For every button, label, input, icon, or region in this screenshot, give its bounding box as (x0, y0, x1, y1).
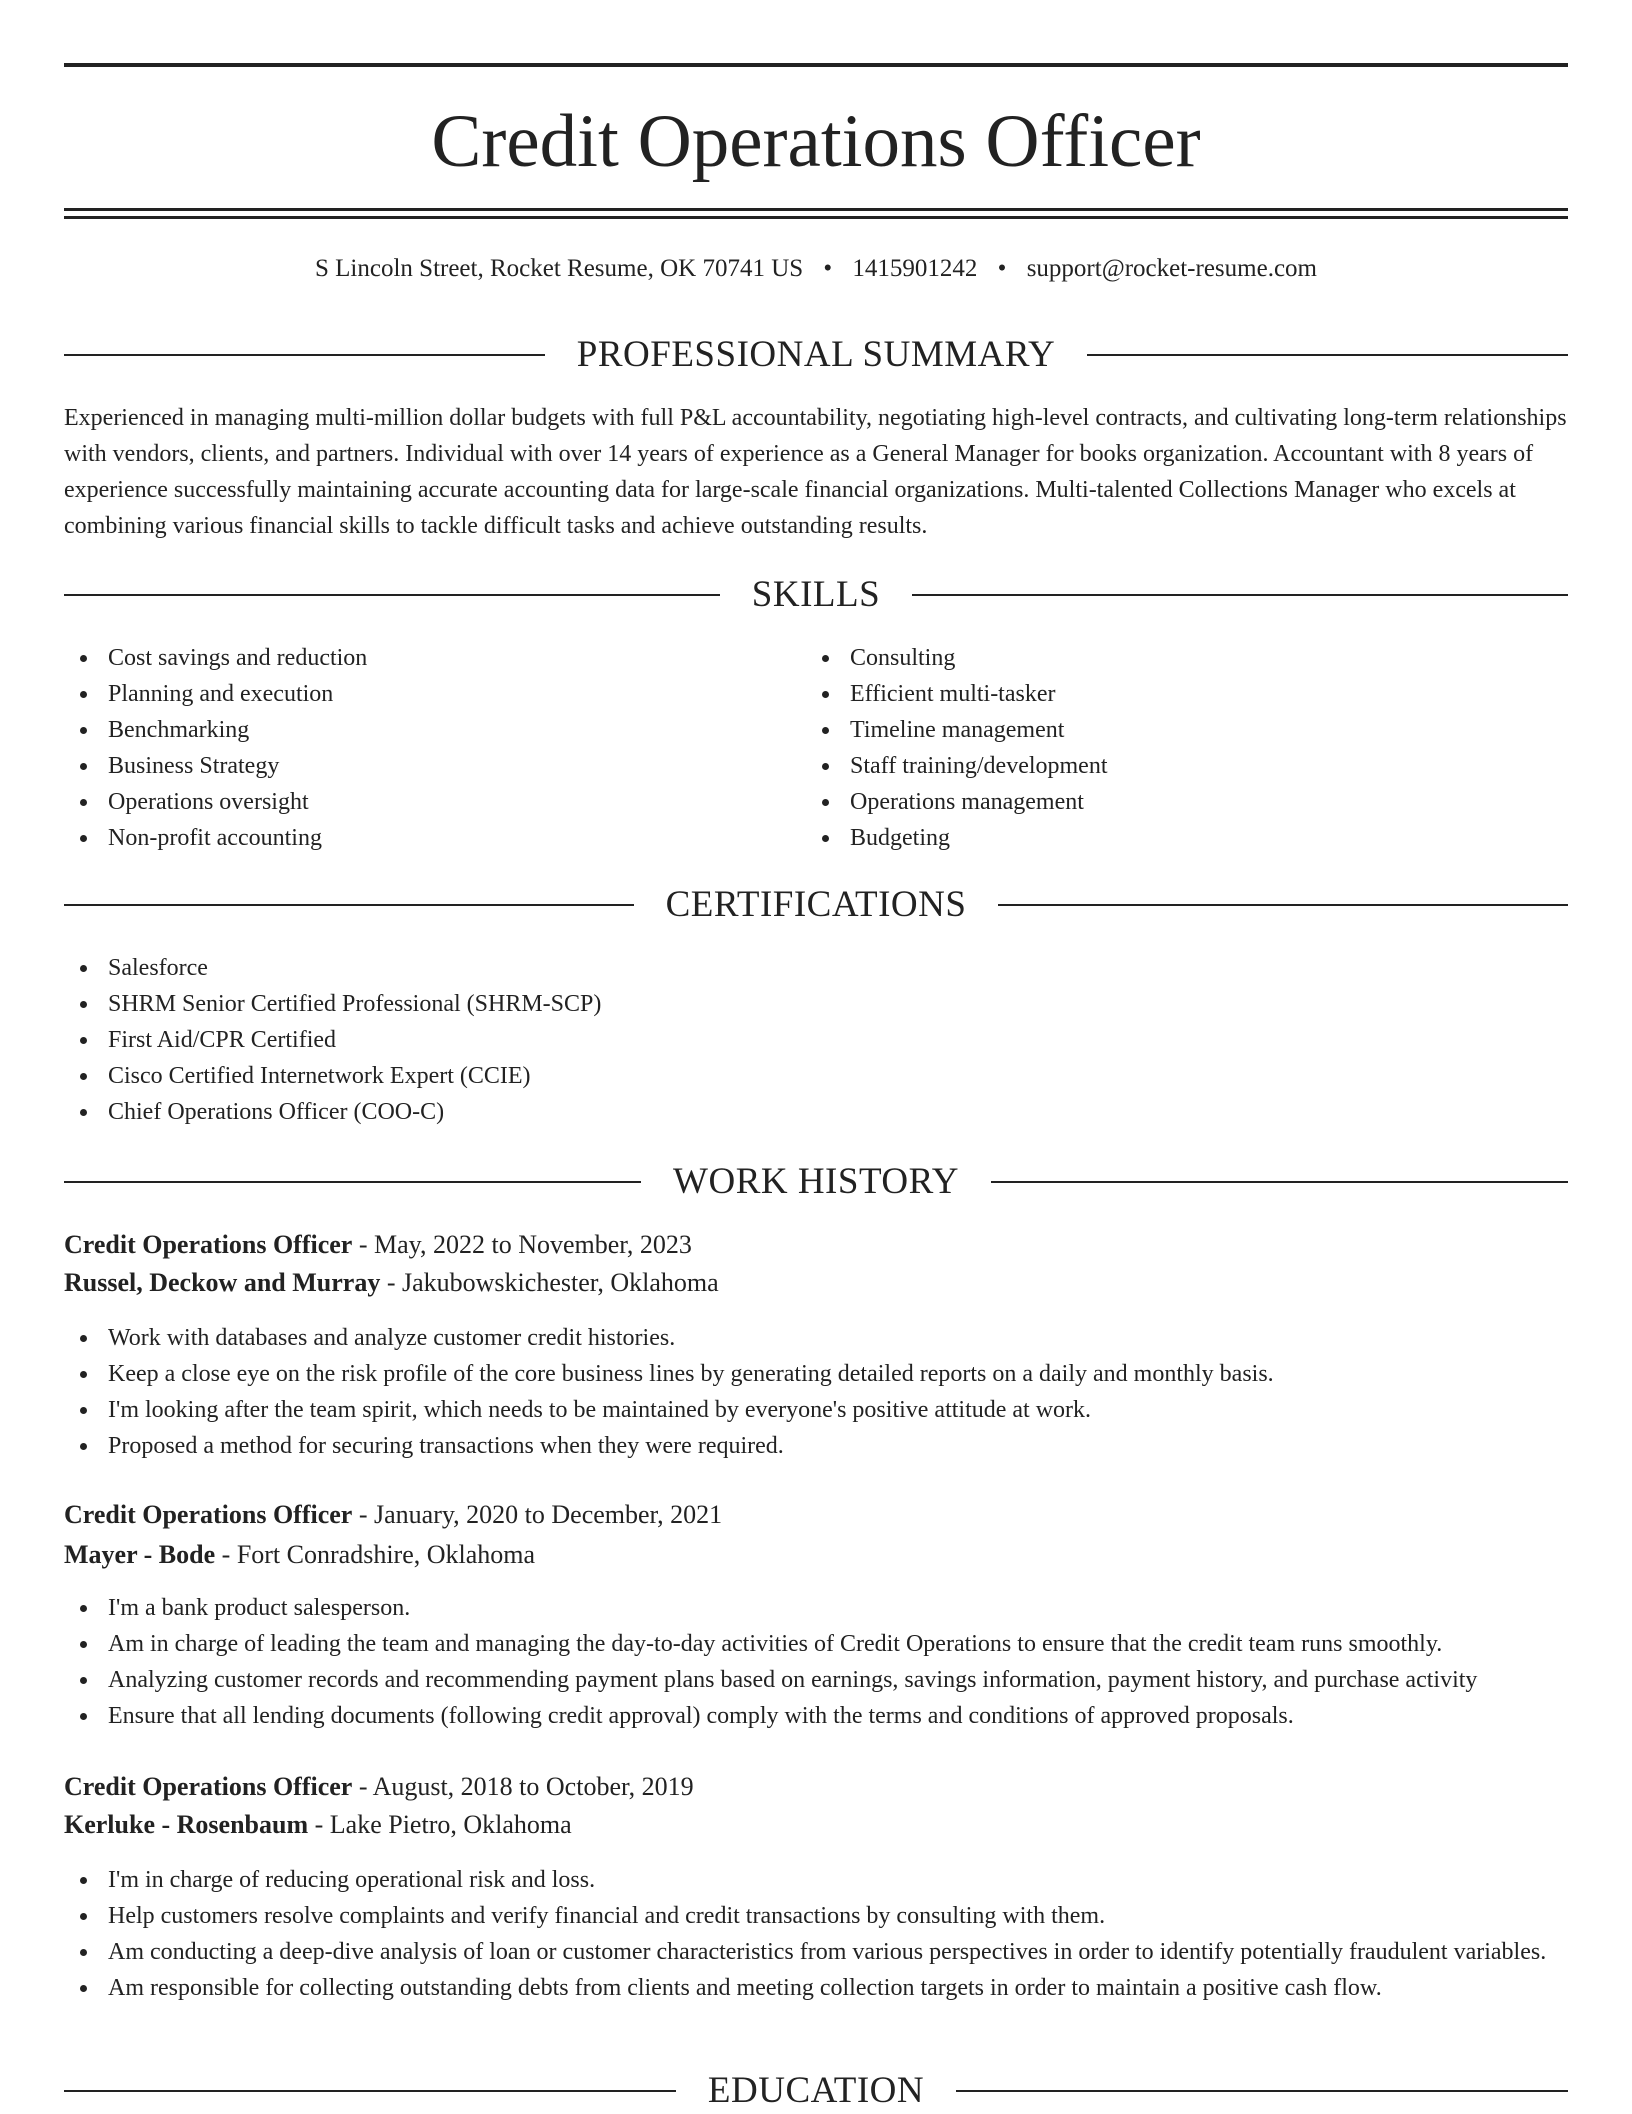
job-title-line (64, 1226, 1568, 1264)
section-header-certifications (64, 882, 1568, 928)
skill-item: Cost savings and reduction (64, 640, 804, 676)
certifications-list (64, 950, 1568, 1130)
job-bullet-list (64, 1320, 1568, 1464)
skill-item: Staff training/development (806, 748, 1566, 784)
contact-phone[interactable]: 1415901242 (852, 255, 978, 282)
section-rule-left (64, 354, 545, 356)
job-dates: - May, 2022 to November, 2023 (352, 1230, 692, 1259)
section-rule-right (1087, 354, 1568, 356)
certification-item: Cisco Certified Internetwork Expert (CCIE) (64, 1058, 1568, 1094)
job-bullet-list (64, 1590, 1568, 1734)
section-header-work-history (64, 1159, 1568, 1205)
contact-line (64, 252, 1568, 286)
skill-item: Non-profit accounting (64, 820, 804, 856)
section-rule-left (64, 2090, 676, 2092)
job-bullet: Analyzing customer records and recommending payment plans based on earnings, savings information, payment history, and purchase activity (64, 1662, 1568, 1698)
job-company-line (64, 1806, 1568, 1844)
section-header-skills (64, 572, 1568, 618)
contact-email[interactable]: support@rocket-resume.com (1026, 255, 1317, 282)
job-bullet: Proposed a method for securing transactions when they were required. (64, 1428, 1568, 1464)
job-bullet: I'm in charge of reducing operational risk and loss. (64, 1862, 1568, 1898)
job-title-line (64, 1496, 1568, 1534)
contact-address: S Lincoln Street, Rocket Resume, OK 70741 US (315, 255, 804, 282)
job-company: Kerluke - Rosenbaum (64, 1810, 309, 1839)
job-title-line (64, 1768, 1568, 1806)
job-title: Credit Operations Officer (64, 1230, 353, 1259)
job-company-line (64, 1536, 1568, 1574)
job-dates: - August, 2018 to October, 2019 (352, 1772, 694, 1801)
skill-item: Benchmarking (64, 712, 804, 748)
job-bullet: I'm a bank product salesperson. (64, 1590, 1568, 1626)
job-title: Credit Operations Officer (64, 1500, 353, 1529)
page-title: Credit Operations Officer (431, 100, 1201, 183)
skill-item: Budgeting (806, 820, 1566, 856)
header-double-rule-lower (64, 216, 1568, 219)
section-rule-right (912, 594, 1568, 596)
section-rule-right (991, 1181, 1568, 1183)
section-rule-left (64, 1181, 641, 1183)
contact-separator: • (823, 255, 833, 282)
skill-item: Operations management (806, 784, 1566, 820)
header-double-rule-upper (64, 208, 1568, 211)
section-header-summary (64, 332, 1568, 378)
job-title: Credit Operations Officer (64, 1772, 353, 1801)
job-bullet: Keep a close eye on the risk profile of the core business lines by generating detailed reports on a daily and monthly basis. (64, 1356, 1568, 1392)
skill-item: Consulting (806, 640, 1566, 676)
job-bullet-list (64, 1862, 1568, 2006)
skill-item: Operations oversight (64, 784, 804, 820)
certification-item: First Aid/CPR Certified (64, 1022, 1568, 1058)
job-location: - Jakubowskichester, Oklahoma (380, 1268, 719, 1297)
job-location: - Fort Conradshire, Oklahoma (215, 1540, 536, 1569)
summary-paragraph: Experienced in managing multi-million dollar budgets with full P&L accountability, negotiating high-level contracts, and cultivating long-term relationships with vendors, clients, and partners. Individual with over 14 years of experience as a General Manager for books organization. Accountant with 8 years of experience successfully maintaining accurate accounting data for large-scale financial organizations. Multi-talented Collections Manager who excels at combining various financial skills to tackle difficult tasks and achieve outstanding results. (64, 405, 1567, 539)
job-company-line (64, 1264, 1568, 1302)
skill-item: Efficient multi-tasker (806, 676, 1566, 712)
section-title: SKILLS (751, 574, 881, 615)
section-title: CERTIFICATIONS (665, 884, 967, 925)
job-bullet: I'm looking after the team spirit, which needs to be maintained by everyone's positive attitude at work. (64, 1392, 1568, 1428)
section-rule-left (64, 594, 720, 596)
job-dates: - January, 2020 to December, 2021 (352, 1500, 723, 1529)
job-bullet: Work with databases and analyze customer credit histories. (64, 1320, 1568, 1356)
job-company: Mayer - Bode (64, 1540, 216, 1569)
section-rule-left (64, 904, 634, 906)
job-bullet: Ensure that all lending documents (following credit approval) comply with the terms and conditions of approved proposals. (64, 1698, 1568, 1734)
job-bullet: Am in charge of leading the team and managing the day-to-day activities of Credit Operations to ensure that the credit team runs smoothly. (64, 1626, 1568, 1662)
header-top-rule (64, 63, 1568, 67)
skills-list-right (806, 640, 1566, 856)
section-header-education (64, 2068, 1568, 2114)
section-title: WORK HISTORY (673, 1161, 959, 1202)
contact-separator: • (997, 255, 1007, 282)
job-bullet: Help customers resolve complaints and verify financial and credit transactions by consulting with them. (64, 1898, 1568, 1934)
skill-item: Planning and execution (64, 676, 804, 712)
skills-list-left (64, 640, 804, 856)
job-company: Russel, Deckow and Murray (64, 1268, 381, 1297)
certification-item: SHRM Senior Certified Professional (SHRM-SCP) (64, 986, 1568, 1022)
job-location: - Lake Pietro, Oklahoma (308, 1810, 572, 1839)
section-rule-right (998, 904, 1568, 906)
certification-item: Salesforce (64, 950, 1568, 986)
job-bullet: Am conducting a deep-dive analysis of loan or customer characteristics from various perspectives in order to identify potentially fraudulent variables. (64, 1934, 1568, 1970)
job-bullet: Am responsible for collecting outstanding debts from clients and meeting collection targets in order to maintain a positive cash flow. (64, 1970, 1568, 2006)
certification-item: Chief Operations Officer (COO-C) (64, 1094, 1568, 1130)
skill-item: Timeline management (806, 712, 1566, 748)
section-title: PROFESSIONAL SUMMARY (576, 334, 1056, 375)
skill-item: Business Strategy (64, 748, 804, 784)
section-rule-right (956, 2090, 1568, 2092)
section-title: EDUCATION (707, 2070, 925, 2111)
